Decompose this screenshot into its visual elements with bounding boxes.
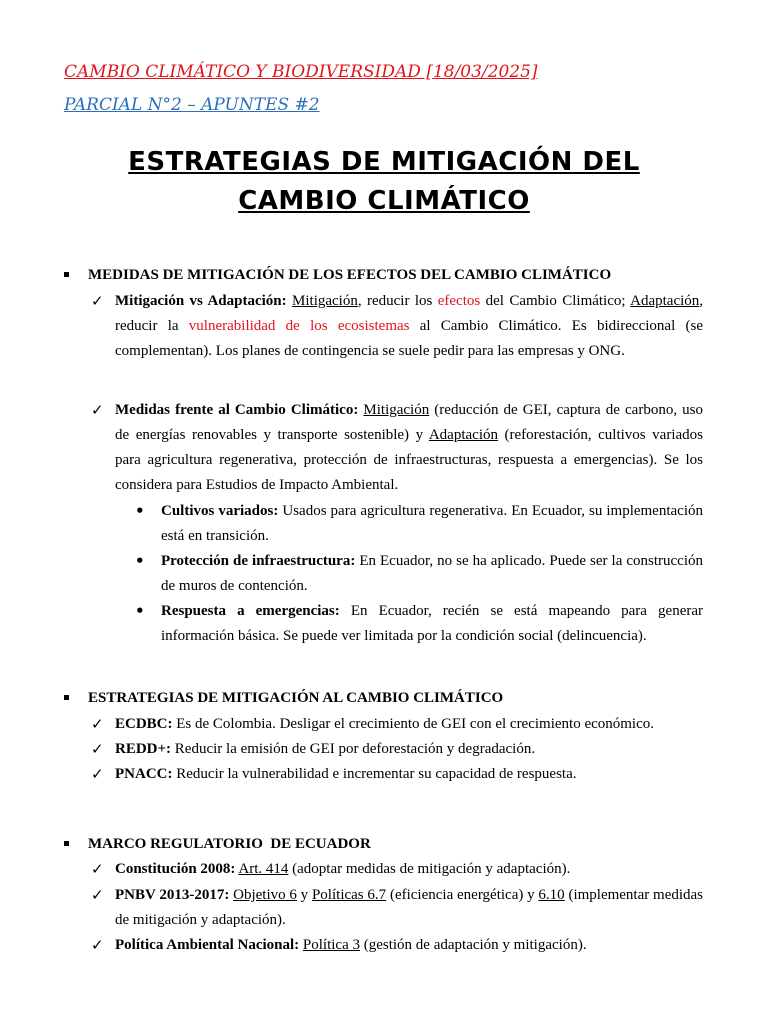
list-item xyxy=(91,712,703,737)
dot-bullet-icon: • xyxy=(135,552,145,570)
item-text: , reducir la xyxy=(115,293,704,334)
title-line-2: CAMBIO CLIMÁTICO xyxy=(238,186,530,216)
check-icon: ✓ xyxy=(91,860,104,878)
item-label: Mitigación vs Adaptación: xyxy=(115,293,287,309)
list-item xyxy=(135,599,703,649)
list-item xyxy=(91,857,703,882)
square-bullet-icon xyxy=(64,695,69,700)
list-item xyxy=(91,398,703,498)
list-item xyxy=(91,883,704,933)
item-text: (gestión de adaptación y mitigación). xyxy=(359,937,587,953)
list-item xyxy=(91,737,703,762)
item-text: , reducir los xyxy=(357,293,438,309)
highlight-text: efectos xyxy=(437,293,481,309)
section-heading-1 xyxy=(64,267,611,284)
item-text: (reducción de GEI, captura de carbono, uso de energías renovables y transporte sostenible) y xyxy=(115,402,703,443)
check-icon: ✓ xyxy=(91,936,104,954)
check-icon: ✓ xyxy=(91,886,104,904)
item-label: Política Ambiental Nacional: xyxy=(115,937,300,953)
item-label: PNACC: xyxy=(115,766,173,782)
underlined-term: Adaptación xyxy=(630,293,700,309)
list-item xyxy=(135,549,703,599)
underlined-term: 6.10 xyxy=(538,887,565,903)
list-item xyxy=(91,289,704,364)
section-3-text: MARCO REGULATORIO DE ECUADOR xyxy=(88,836,371,852)
title-line-1: ESTRATEGIAS DE MITIGACIÓN DEL xyxy=(128,147,640,177)
section-2-text: ESTRATEGIAS DE MITIGACIÓN AL CAMBIO CLIMÁTICO xyxy=(88,690,504,706)
item-label: PNBV 2013-2017: xyxy=(115,887,230,903)
underlined-term: Políticas 6.7 xyxy=(311,887,387,903)
underlined-term: Adaptación xyxy=(428,427,498,443)
underlined-term: Mitigación xyxy=(292,293,358,309)
square-bullet-icon xyxy=(64,841,69,846)
list-item xyxy=(91,933,703,958)
highlight-text: vulnerabilidad de los ecosistemas xyxy=(188,318,410,334)
item-text: (reforestación, cultivos variados para agricultura regenerativa, protección de infraestructuras, respuesta a emergencias). Se los considera para Estudios de Impacto Ambiental. xyxy=(115,427,703,493)
item-text: (eficiencia energética) y xyxy=(386,887,539,903)
item-text: Usados para agricultura regenerativa. En Ecuador, su implementación está en transición. xyxy=(161,503,703,544)
item-text: Reducir la vulnerabilidad e incrementar su capacidad de respuesta. xyxy=(172,766,577,782)
dot-bullet-icon: • xyxy=(135,602,145,620)
underlined-term: Política 3 xyxy=(302,937,360,953)
underlined-term: Objetivo 6 xyxy=(233,887,297,903)
check-icon: ✓ xyxy=(91,401,104,419)
course-title: CAMBIO CLIMÁTICO Y BIODIVERSIDAD [18/03/2025] xyxy=(64,62,538,82)
underlined-term: Mitigación xyxy=(363,402,430,418)
item-text: (adoptar medidas de mitigación y adaptación). xyxy=(288,861,571,877)
section-1-text: MEDIDAS DE MITIGACIÓN DE LOS EFECTOS DEL CAMBIO CLIMÁTICO xyxy=(88,267,612,283)
item-label: Medidas frente al Cambio Climático: xyxy=(115,402,359,418)
check-icon: ✓ xyxy=(91,740,104,758)
item-label: REDD+: xyxy=(115,741,172,757)
item-label: Constitución 2008: xyxy=(115,861,236,877)
item-text: En Ecuador, recién se está mapeando para generar información básica. Se puede ver limitada por la condición social (delincuencia). xyxy=(161,603,703,644)
item-label: Cultivos variados: xyxy=(161,503,279,519)
item-text: (implementar medidas de mitigación y adaptación). xyxy=(115,887,704,928)
list-item xyxy=(135,499,703,549)
item-text: Reducir la emisión de GEI por deforestación y degradación. xyxy=(171,741,536,757)
square-bullet-icon xyxy=(64,272,69,277)
document-title xyxy=(0,143,768,221)
item-label: Respuesta a emergencias: xyxy=(161,603,340,619)
check-icon: ✓ xyxy=(91,765,104,783)
item-text: En Ecuador, no se ha aplicado. Puede ser la construcción de muros de contención. xyxy=(161,553,703,594)
item-label: ECDBC: xyxy=(115,716,173,732)
item-text: al Cambio Climático. Es bidireccional (se complementan). Los planes de contingencia se suele pedir para las empresas y ONG. xyxy=(115,318,703,359)
underlined-term: Art. 414 xyxy=(238,861,289,877)
item-text: y xyxy=(296,887,312,903)
item-text: del Cambio Climático; xyxy=(480,293,631,309)
section-heading-3 xyxy=(64,836,371,853)
item-text: Es de Colombia. Desligar el crecimiento de GEI con el crecimiento económico. xyxy=(172,716,655,732)
list-item xyxy=(91,762,703,787)
dot-bullet-icon: • xyxy=(135,502,145,520)
notes-subtitle: PARCIAL N°2 – APUNTES #2 xyxy=(64,95,320,115)
item-label: Protección de infraestructura: xyxy=(161,553,356,569)
section-heading-2 xyxy=(64,690,503,707)
check-icon: ✓ xyxy=(91,292,104,310)
check-icon: ✓ xyxy=(91,715,104,733)
